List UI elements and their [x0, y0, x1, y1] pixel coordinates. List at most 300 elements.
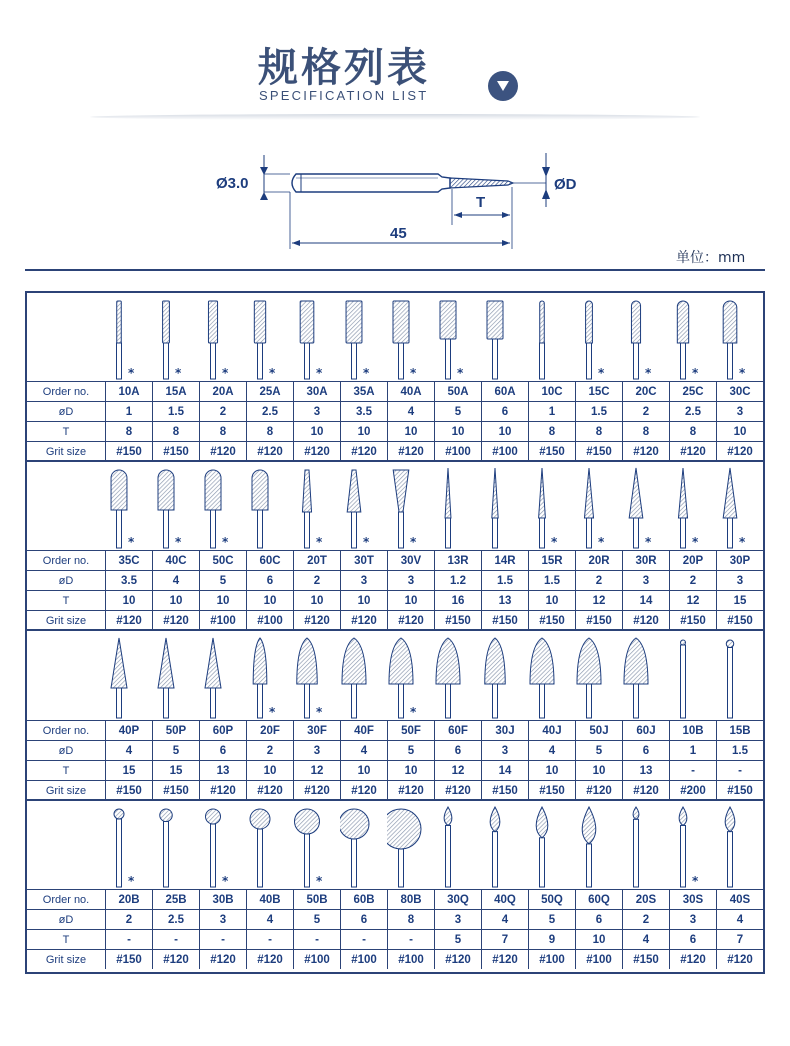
- table-cell: 20A: [199, 382, 246, 401]
- spec-table: [25, 291, 765, 974]
- shape-row: [27, 293, 763, 381]
- shape-cell: [199, 462, 246, 550]
- table-cell: 10: [340, 591, 387, 610]
- table-cell: 50C: [199, 551, 246, 570]
- table-cell: 10B: [669, 721, 716, 740]
- table-cell: 40P: [105, 721, 152, 740]
- asterisk-mark: *: [128, 874, 135, 888]
- row-label: Grit size: [45, 445, 87, 458]
- asterisk-mark: *: [363, 535, 370, 549]
- row-label: T: [62, 425, 70, 438]
- shape-row: [27, 801, 763, 889]
- table-cell: 10: [716, 422, 763, 441]
- table-cell: #120: [152, 611, 199, 630]
- table-cell: 2.5: [246, 402, 293, 421]
- shape-cell: [434, 801, 481, 889]
- row-label: øD: [58, 574, 74, 587]
- asterisk-mark: *: [410, 535, 417, 549]
- asterisk-mark: *: [692, 535, 699, 549]
- table-cell: #100: [528, 950, 575, 969]
- shape-cell: [246, 293, 293, 381]
- table-cell: 10: [340, 761, 387, 780]
- table-cell: 30S: [669, 890, 716, 909]
- row-label: Order no.: [42, 385, 90, 398]
- table-cell: 10: [199, 591, 246, 610]
- asterisk-mark: *: [269, 366, 276, 380]
- shape-cell: [105, 632, 152, 720]
- shape-cell: [481, 632, 528, 720]
- table-cell: 50A: [434, 382, 481, 401]
- table-cell: 5: [199, 571, 246, 590]
- burr-shape-icon: [105, 293, 153, 381]
- table-cell: -: [340, 930, 387, 949]
- table-cell: #150: [716, 611, 763, 630]
- shape-cell: [716, 632, 763, 720]
- table-cell: 10: [293, 591, 340, 610]
- table-cell: 4: [481, 910, 528, 929]
- table-row-order: [27, 889, 763, 909]
- table-cell: 50B: [293, 890, 340, 909]
- dimension-diagram: [200, 145, 600, 255]
- table-cell: #150: [528, 442, 575, 461]
- table-cell: #200: [669, 781, 716, 800]
- burr-shape-icon: [105, 632, 153, 720]
- burr-shape-icon: [246, 462, 294, 550]
- table-cell: 4: [387, 402, 434, 421]
- shape-cell: [387, 632, 434, 720]
- row-label: T: [62, 933, 70, 946]
- table-cell: 3: [481, 741, 528, 760]
- table-cell: 30T: [340, 551, 387, 570]
- table-cell: 4: [622, 930, 669, 949]
- shape-cell: [387, 293, 434, 381]
- burr-shape-icon: [481, 632, 529, 720]
- table-cell: #120: [622, 781, 669, 800]
- table-cell: 30C: [716, 382, 763, 401]
- asterisk-mark: *: [410, 705, 417, 719]
- burr-shape-icon: [528, 462, 576, 550]
- table-cell: #150: [575, 442, 622, 461]
- shape-row: [27, 462, 763, 550]
- table-cell: 3: [293, 402, 340, 421]
- table-cell: #120: [622, 611, 669, 630]
- shape-cell: [622, 462, 669, 550]
- table-cell: 25C: [669, 382, 716, 401]
- table-cell: #120: [434, 950, 481, 969]
- table-cell: 3.5: [340, 402, 387, 421]
- burr-shape-icon: [716, 801, 764, 889]
- table-cell: 2: [105, 910, 152, 929]
- table-cell: 8: [622, 422, 669, 441]
- row-label: T: [62, 764, 70, 777]
- table-cell: #100: [434, 442, 481, 461]
- burr-shape-icon: [246, 293, 294, 381]
- table-cell: #120: [293, 442, 340, 461]
- table-cell: 4: [528, 741, 575, 760]
- table-cell: #120: [293, 781, 340, 800]
- table-cell: 30V: [387, 551, 434, 570]
- burr-shape-icon: [434, 632, 482, 720]
- table-cell: 30F: [293, 721, 340, 740]
- table-cell: -: [152, 930, 199, 949]
- table-cell: 8: [669, 422, 716, 441]
- table-cell: 25B: [152, 890, 199, 909]
- burr-shape-icon: [481, 801, 529, 889]
- table-cell: 15: [716, 591, 763, 610]
- table-cell: 10: [387, 761, 434, 780]
- burr-shape-icon: [105, 462, 153, 550]
- shape-cell: [293, 632, 340, 720]
- table-cell: -: [387, 930, 434, 949]
- shape-cell: [387, 462, 434, 550]
- table-cell: 30Q: [434, 890, 481, 909]
- table-cell: 40J: [528, 721, 575, 740]
- row-label: øD: [58, 405, 74, 418]
- table-cell: #150: [669, 611, 716, 630]
- shape-cell: [199, 801, 246, 889]
- table-cell: -: [246, 930, 293, 949]
- shape-cell: [434, 462, 481, 550]
- table-cell: 50J: [575, 721, 622, 740]
- table-cell: 20F: [246, 721, 293, 740]
- shank-diameter-label: Ø3.0: [216, 175, 249, 192]
- burr-shape-icon: [293, 462, 341, 550]
- shape-cell: [575, 293, 622, 381]
- table-cell: #120: [340, 442, 387, 461]
- table-cell: 3.5: [105, 571, 152, 590]
- table-cell: 2: [293, 571, 340, 590]
- table-cell: 4: [152, 571, 199, 590]
- shape-cell: [716, 293, 763, 381]
- asterisk-mark: *: [128, 366, 135, 380]
- table-cell: 15: [152, 761, 199, 780]
- table-cell: 8: [199, 422, 246, 441]
- shape-cell: [575, 632, 622, 720]
- table-cell: 10: [387, 591, 434, 610]
- table-cell: #120: [387, 611, 434, 630]
- table-cell: 60Q: [575, 890, 622, 909]
- shape-cell: [434, 632, 481, 720]
- table-cell: 3: [669, 910, 716, 929]
- table-cell: 13: [199, 761, 246, 780]
- burr-shape-icon: [199, 632, 247, 720]
- table-cell: 40S: [716, 890, 763, 909]
- asterisk-mark: *: [316, 705, 323, 719]
- table-cell: #100: [340, 950, 387, 969]
- shape-cell: [246, 632, 293, 720]
- burr-shape-icon: [575, 462, 623, 550]
- table-row-order: [27, 381, 763, 401]
- shape-cell: [434, 293, 481, 381]
- table-cell: 15C: [575, 382, 622, 401]
- page-subtitle: SPECIFICATION LIST: [259, 88, 429, 103]
- table-cell: 6: [575, 910, 622, 929]
- table-cell: 4: [105, 741, 152, 760]
- table-cell: 20R: [575, 551, 622, 570]
- scroll-down-button[interactable]: [488, 71, 518, 101]
- table-cell: 6: [622, 741, 669, 760]
- row-label: Order no.: [42, 724, 90, 737]
- table-cell: 10: [387, 422, 434, 441]
- shape-cell: [199, 293, 246, 381]
- burr-shape-icon: [622, 632, 670, 720]
- table-cell: #150: [434, 611, 481, 630]
- row-label: Order no.: [42, 554, 90, 567]
- table-cell: 15: [105, 761, 152, 780]
- table-cell: 15R: [528, 551, 575, 570]
- shape-cell: [669, 632, 716, 720]
- burr-shape-icon: [716, 293, 764, 381]
- burr-shape-icon: [293, 801, 341, 889]
- burr-shape-icon: [105, 801, 153, 889]
- table-cell: 4: [340, 741, 387, 760]
- burr-shape-icon: [387, 462, 435, 550]
- table-cell: 3: [199, 910, 246, 929]
- asterisk-mark: *: [645, 535, 652, 549]
- table-cell: 20P: [669, 551, 716, 570]
- table-cell: 5: [434, 402, 481, 421]
- burr-shape-icon: [622, 293, 670, 381]
- shape-cell: [105, 801, 152, 889]
- table-cell: 12: [575, 591, 622, 610]
- table-cell: 13: [622, 761, 669, 780]
- header-divider: [90, 114, 700, 120]
- asterisk-mark: *: [739, 366, 746, 380]
- table-cell: 6: [434, 741, 481, 760]
- table-cell: -: [199, 930, 246, 949]
- shape-cell: [575, 462, 622, 550]
- table-cell: 35A: [340, 382, 387, 401]
- table-cell: #120: [481, 950, 528, 969]
- burr-shape-icon: [340, 293, 388, 381]
- table-cell: 15A: [152, 382, 199, 401]
- burr-shape-icon: [152, 293, 200, 381]
- table-cell: 12: [669, 591, 716, 610]
- burr-shape-icon: [199, 293, 247, 381]
- shape-cell: [152, 801, 199, 889]
- table-row-order: [27, 720, 763, 740]
- shape-cell: [481, 293, 528, 381]
- table-cell: 20B: [105, 890, 152, 909]
- table-cell: #120: [434, 781, 481, 800]
- shape-cell: [528, 801, 575, 889]
- section-divider: [25, 269, 765, 271]
- table-row-grit: [27, 780, 763, 800]
- burr-shape-icon: [152, 462, 200, 550]
- table-cell: 50F: [387, 721, 434, 740]
- table-cell: 10A: [105, 382, 152, 401]
- table-cell: #120: [105, 611, 152, 630]
- table-cell: 1: [105, 402, 152, 421]
- asterisk-mark: *: [739, 535, 746, 549]
- block-divider: [27, 629, 763, 631]
- asterisk-mark: *: [175, 535, 182, 549]
- table-cell: 2: [622, 910, 669, 929]
- burr-shape-icon: [528, 801, 576, 889]
- burr-shape-icon: [387, 632, 435, 720]
- burr-shape-icon: [199, 462, 247, 550]
- table-cell: 10: [246, 761, 293, 780]
- burr-shape-icon: [716, 462, 764, 550]
- table-cell: #100: [387, 950, 434, 969]
- asterisk-mark: *: [269, 705, 276, 719]
- burr-shape-icon: [152, 801, 200, 889]
- shape-cell: [152, 293, 199, 381]
- burr-shape-icon: [434, 801, 482, 889]
- burr-shape-icon: [669, 632, 717, 720]
- shape-cell: [669, 293, 716, 381]
- table-cell: #100: [199, 611, 246, 630]
- table-cell: 1.5: [152, 402, 199, 421]
- table-cell: 15B: [716, 721, 763, 740]
- table-cell: 2.5: [669, 402, 716, 421]
- burr-shape-icon: [575, 293, 623, 381]
- table-cell: 2: [575, 571, 622, 590]
- table-cell: -: [669, 761, 716, 780]
- table-cell: 8: [575, 422, 622, 441]
- table-cell: 10: [152, 591, 199, 610]
- shape-cell: [528, 632, 575, 720]
- table-cell: 10: [528, 591, 575, 610]
- table-cell: #120: [340, 781, 387, 800]
- shape-cell: [716, 462, 763, 550]
- table-row-grit: [27, 441, 763, 461]
- shape-cell: [716, 801, 763, 889]
- table-cell: 10: [105, 591, 152, 610]
- table-cell: 10: [340, 422, 387, 441]
- table-cell: 12: [293, 761, 340, 780]
- table-cell: 50P: [152, 721, 199, 740]
- asterisk-mark: *: [175, 366, 182, 380]
- burr-shape-icon: [622, 462, 670, 550]
- table-cell: 6: [199, 741, 246, 760]
- table-cell: 60A: [481, 382, 528, 401]
- row-label: Grit size: [45, 784, 87, 797]
- table-cell: 14: [622, 591, 669, 610]
- table-cell: 3: [716, 571, 763, 590]
- asterisk-mark: *: [222, 535, 229, 549]
- burr-shape-icon: [528, 632, 576, 720]
- table-cell: 10: [528, 761, 575, 780]
- table-cell: 10: [434, 422, 481, 441]
- table-cell: 30P: [716, 551, 763, 570]
- table-cell: #150: [105, 950, 152, 969]
- table-cell: #100: [481, 442, 528, 461]
- table-cell: 8: [528, 422, 575, 441]
- table-cell: 2: [199, 402, 246, 421]
- shape-cell: [152, 462, 199, 550]
- table-cell: 10C: [528, 382, 575, 401]
- burr-shape-icon: [481, 462, 529, 550]
- burr-shape-icon: [387, 293, 435, 381]
- table-cell: 8: [246, 422, 293, 441]
- table-cell: 50Q: [528, 890, 575, 909]
- table-row-length: [27, 590, 763, 610]
- table-cell: -: [293, 930, 340, 949]
- unit-label: 单位：mm: [676, 250, 746, 266]
- shape-cell: [152, 632, 199, 720]
- burr-shape-icon: [152, 632, 200, 720]
- page-title: 规格列表: [258, 45, 430, 91]
- shape-cell: [669, 462, 716, 550]
- table-cell: #120: [716, 950, 763, 969]
- asterisk-mark: *: [692, 366, 699, 380]
- shape-cell: [293, 293, 340, 381]
- table-cell: #120: [387, 442, 434, 461]
- burr-shape-icon: [575, 632, 623, 720]
- table-cell: #120: [575, 781, 622, 800]
- burr-shape-icon: [246, 801, 294, 889]
- table-cell: #120: [246, 950, 293, 969]
- shape-cell: [622, 632, 669, 720]
- table-cell: 6: [246, 571, 293, 590]
- asterisk-mark: *: [598, 535, 605, 549]
- table-cell: #120: [716, 442, 763, 461]
- asterisk-mark: *: [316, 366, 323, 380]
- table-cell: 1: [669, 741, 716, 760]
- shape-cell: [340, 801, 387, 889]
- row-label: Grit size: [45, 614, 87, 627]
- table-cell: 8: [387, 910, 434, 929]
- table-cell: 60F: [434, 721, 481, 740]
- table-cell: -: [105, 930, 152, 949]
- shape-row: [27, 632, 763, 720]
- burr-shape-icon: [340, 632, 388, 720]
- table-row-diameter: [27, 570, 763, 590]
- table-cell: 80B: [387, 890, 434, 909]
- row-label: Grit size: [45, 953, 87, 966]
- table-cell: 60J: [622, 721, 669, 740]
- table-cell: 3: [293, 741, 340, 760]
- asterisk-mark: *: [692, 874, 699, 888]
- table-cell: 30B: [199, 890, 246, 909]
- table-cell: 2: [622, 402, 669, 421]
- table-cell: 1.5: [575, 402, 622, 421]
- table-cell: 2.5: [152, 910, 199, 929]
- shape-cell: [340, 293, 387, 381]
- burr-shape-icon: [434, 462, 482, 550]
- table-row-grit: [27, 949, 763, 969]
- tip-diameter-label: ØD: [554, 176, 577, 193]
- shape-cell: [481, 462, 528, 550]
- table-cell: 3: [622, 571, 669, 590]
- table-cell: 16: [434, 591, 481, 610]
- asterisk-mark: *: [222, 366, 229, 380]
- asterisk-mark: *: [551, 535, 558, 549]
- table-cell: #120: [152, 950, 199, 969]
- table-cell: 1.5: [481, 571, 528, 590]
- table-cell: 60C: [246, 551, 293, 570]
- table-cell: 4: [716, 910, 763, 929]
- table-cell: 9: [528, 930, 575, 949]
- table-cell: 20T: [293, 551, 340, 570]
- table-cell: #100: [293, 950, 340, 969]
- table-cell: #150: [105, 442, 152, 461]
- table-cell: #120: [246, 442, 293, 461]
- burr-shape-icon: [340, 801, 388, 889]
- shape-cell: [622, 293, 669, 381]
- table-cell: #150: [622, 950, 669, 969]
- table-cell: #120: [199, 442, 246, 461]
- table-cell: 10: [575, 761, 622, 780]
- burr-shape-icon: [669, 462, 717, 550]
- table-cell: 1: [528, 402, 575, 421]
- table-cell: 40B: [246, 890, 293, 909]
- table-cell: 60B: [340, 890, 387, 909]
- table-row-order: [27, 550, 763, 570]
- table-row-diameter: [27, 740, 763, 760]
- table-cell: 30A: [293, 382, 340, 401]
